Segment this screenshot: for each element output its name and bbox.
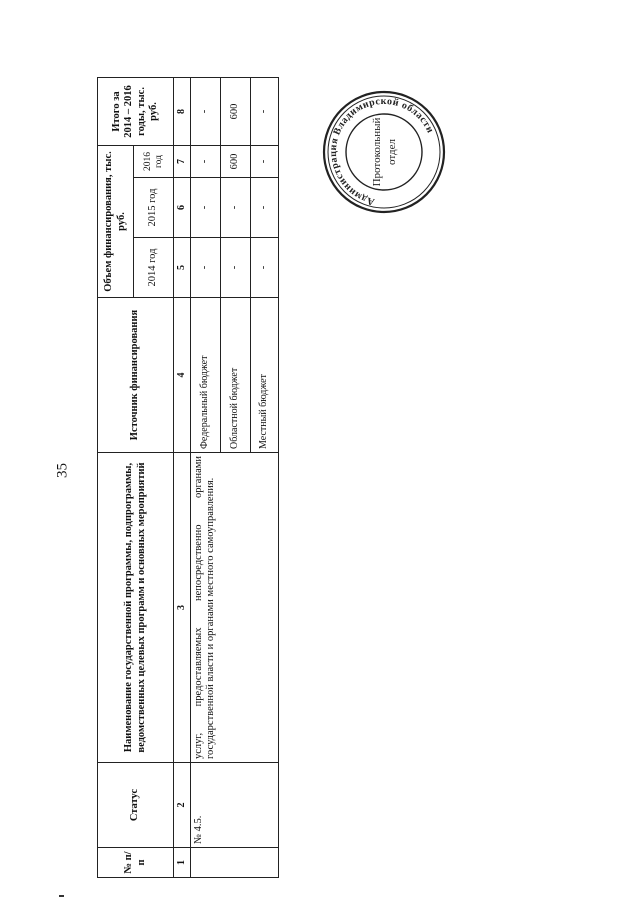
index-cell: 6	[174, 178, 191, 238]
index-cell: 8	[174, 77, 191, 145]
value-cell: -	[250, 238, 278, 298]
value-cell: -	[190, 145, 220, 177]
value-cell: -	[220, 178, 250, 238]
value-cell: -	[250, 178, 278, 238]
value-cell: -	[220, 238, 250, 298]
header-num: № п/п	[98, 848, 174, 878]
header-total: Итого за 2014 – 2016 годы, тыс. руб.	[98, 77, 174, 145]
source-cell: Федеральный бюджет	[190, 298, 220, 453]
stamp-ring-text: Администрация Владимирской области	[327, 95, 436, 208]
num-cell	[190, 848, 278, 878]
value-cell: -	[250, 77, 278, 145]
value-cell: -	[250, 145, 278, 177]
index-cell: 2	[174, 763, 191, 848]
source-cell: Местный бюджет	[250, 298, 278, 453]
source-cell: Областной бюджет	[220, 298, 250, 453]
header-name: Наименование государственной программы, подпрограммы, ведомственных целевых программ и основных мероприятий	[98, 453, 174, 763]
index-cell: 3	[174, 453, 191, 763]
value-cell: -	[190, 77, 220, 145]
stamp-inner-ring	[346, 114, 422, 190]
value-cell: 600	[220, 77, 250, 145]
table-row	[190, 77, 220, 877]
margin-mark	[59, 895, 64, 897]
name-cell: услуг, предоставляемых непосредственно органами государственной власти и органами местного самоуправления.	[190, 453, 278, 763]
value-cell: 600	[220, 145, 250, 177]
stamp-center-line1: Протокольный	[371, 117, 383, 187]
header-funding: Объем финансирования, тыс. руб.	[98, 145, 134, 297]
header-source: Источник финансирования	[98, 298, 174, 453]
index-cell: 1	[174, 848, 191, 878]
index-row	[174, 77, 191, 877]
value-cell: -	[190, 238, 220, 298]
header-2016: 2016 год	[134, 145, 174, 177]
header-status: Статус	[98, 763, 174, 848]
value-cell: -	[190, 178, 220, 238]
stamp-center-line2: отдел	[386, 139, 398, 165]
header-2015: 2015 год	[134, 178, 174, 238]
index-cell: 4	[174, 298, 191, 453]
budget-table	[97, 77, 279, 878]
page-number: 35	[54, 463, 71, 478]
status-cell: № 4.5.	[190, 763, 278, 848]
stamp-outer-ring	[324, 92, 444, 212]
rotated-table-container	[97, 78, 277, 878]
index-cell: 5	[174, 238, 191, 298]
header-2014: 2014 год	[134, 238, 174, 298]
official-stamp	[322, 90, 446, 214]
index-cell: 7	[174, 145, 191, 177]
